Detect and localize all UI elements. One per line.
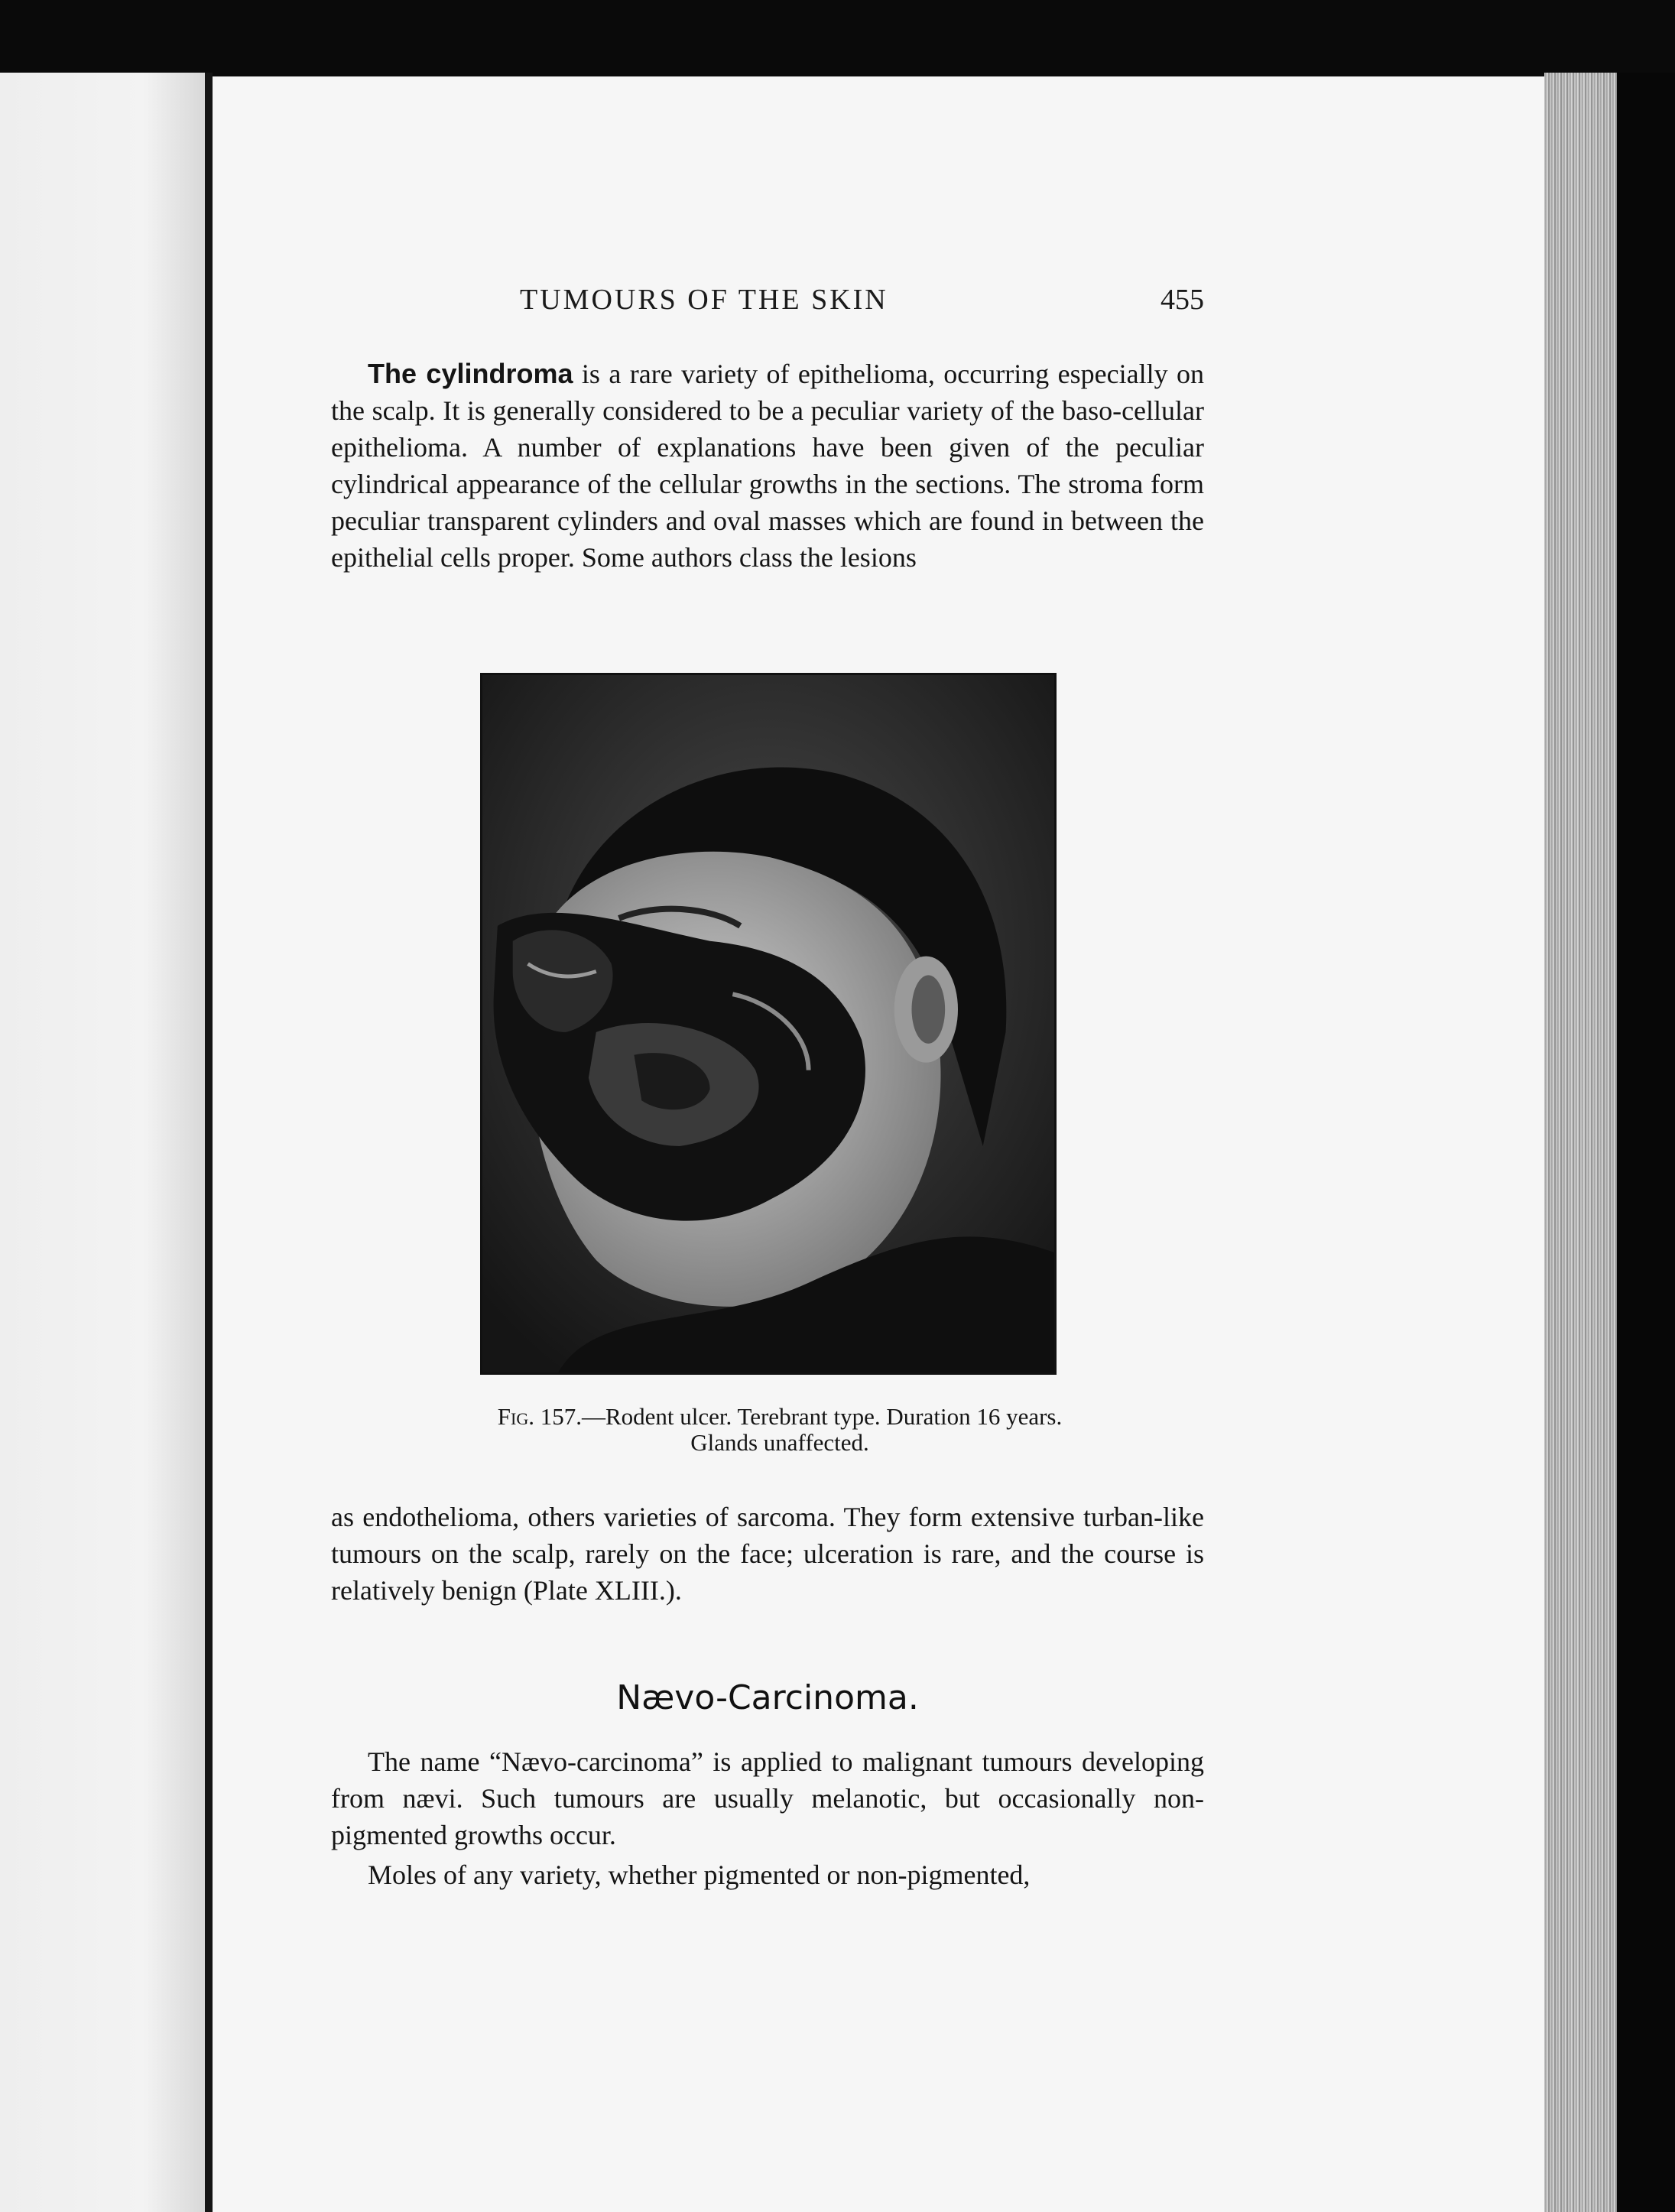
- facing-page-edge: [0, 73, 205, 2212]
- caption-line-2: Glands unaffected.: [690, 1429, 869, 1456]
- book-gutter: [205, 73, 213, 2212]
- figure-photograph: [480, 673, 1057, 1375]
- page-number: 455: [1160, 284, 1204, 316]
- running-head: TUMOURS OF THE SKIN: [520, 284, 888, 316]
- paragraph-continued: as endothelioma, others varieties of sarcoma. They form extensive turban-like tumours on the scalp, rarely on the face; ulceration is rare, and the course is relatively benign (Plate XLIII.).: [331, 1502, 1204, 1606]
- page-edges: [1544, 73, 1617, 2212]
- paragraph-lead: The cylindroma: [368, 358, 573, 389]
- paragraph-cylindroma: [331, 356, 1204, 576]
- patient-photo: [482, 675, 1054, 1372]
- caption-line-1: [382, 1404, 1177, 1430]
- caption-text: —Rodent ulcer. Terebrant type. Duration 16 years.: [581, 1403, 1063, 1430]
- figure-caption: [382, 1404, 1177, 1456]
- scan-top-border: [0, 0, 1675, 80]
- paragraph-text: is a rare variety of epithelioma, occurring especially on the scalp. It is generally considered to be a peculiar variety of the baso-cellular epithelioma. A number of explanations have been given of the peculiar cylindrical appearance of the cellular growths in the sections. The stroma form peculiar transparent cylinders and oval masses which are found in between the epithelial cells proper. Some authors class the lesions: [331, 359, 1205, 573]
- figure-label: Fig. 157.: [497, 1403, 582, 1430]
- paragraph-moles: Moles of any variety, whether pigmented or non-pigmented,: [368, 1860, 1031, 1890]
- paragraph-naevo-carcinoma: The name “Nævo-carcinoma” is applied to malignant tumours developing from nævi. Such tumours are usually melanotic, but occasionally non-pigmented growths occur.: [331, 1746, 1204, 1850]
- section-heading: Nævo-Carcinoma.: [616, 1678, 919, 1717]
- scan-right-border: [1617, 73, 1675, 2212]
